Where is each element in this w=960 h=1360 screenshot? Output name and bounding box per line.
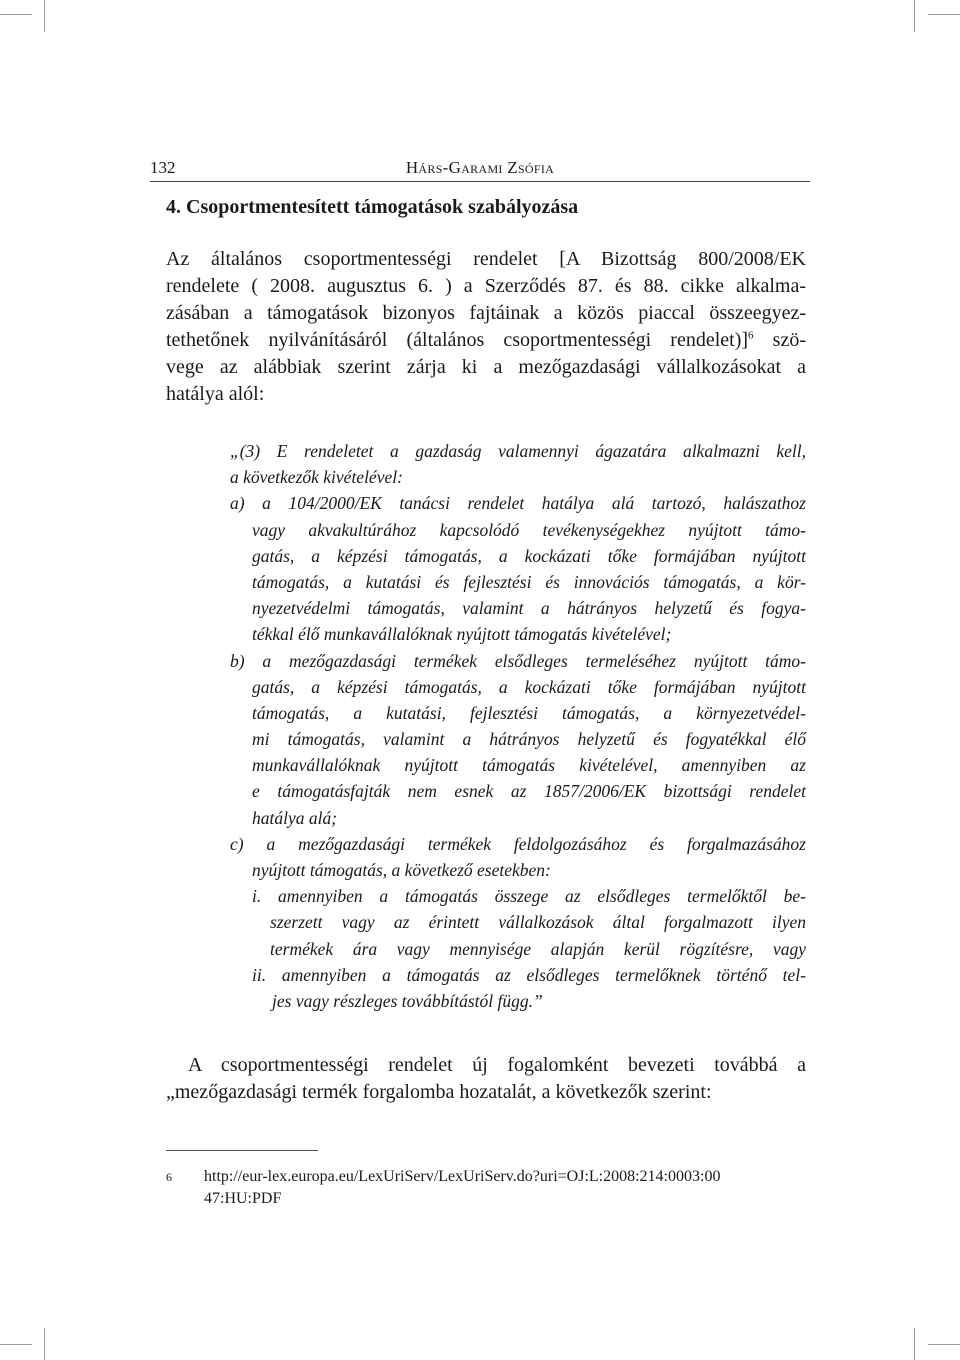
quote-line: a következők kivételével: [230, 467, 403, 488]
section-heading: 4. Csoportmentesített támogatások szabályozása [166, 196, 579, 218]
footnote-line: http://eur-lex.europa.eu/LexUriServ/LexUriServ.do?uri=OJ:L:2008:214:0003:00 [204, 1168, 721, 1185]
running-header [150, 158, 810, 182]
quote-line: tékkal élő munkavállalóknak nyújtott támogatás kivételével; [252, 624, 672, 645]
body-paragraph [166, 1052, 806, 1106]
quote-line: szerzett vagy az érintett vállalkozások által forgalmazott ilyen [270, 912, 806, 933]
crop-mark [914, 1328, 915, 1360]
quote-line: ii. amennyiben a támogatás az elsődleges termelőknek történő tel- [252, 964, 806, 985]
text-line: rendelete ( 2008. augusztus 6. ) a Szerződés 87. és 88. cikke alkalma- [166, 275, 806, 297]
crop-mark [928, 1344, 960, 1345]
quote-line: „(3) E rendeletet a gazdaság valamennyi ágazatára alkalmazni kell, [230, 441, 806, 461]
quote-line: támogatás, a kutatási, fejlesztési támogatás, a környezetvédel- [252, 702, 806, 723]
body-paragraph [166, 246, 806, 408]
footnote-reference: 6 [748, 329, 754, 342]
footnote-mark: 6 [166, 1170, 172, 1184]
text-line: zásában a támogatások bizonyos fajtáinak a közös piaccal összeegyez- [166, 302, 806, 324]
text-line: vege az alábbiak szerint zárja ki a mezőgazdasági vállalkozásokat a [166, 356, 806, 378]
quote-line: e támogatásfajták nem esnek az 1857/2006/EK bizottsági rendelet [252, 781, 806, 802]
quote-line: a) a 104/2000/EK tanácsi rendelet hatálya alá tartozó, halászathoz [230, 493, 806, 514]
quote-line: c) a mezőgazdasági termékek feldolgozásához és forgalmazásához [230, 833, 806, 854]
text-line: „mezőgazdasági termék forgalomba hozatalát, a következők szerint: [166, 1081, 712, 1103]
quote-line: nyezetvédelmi támogatás, valamint a hátrányos helyzetű és fogya- [252, 598, 806, 619]
quote-line: i. amennyiben a támogatás összege az elsődleges termelőktől be- [252, 886, 806, 907]
crop-mark [44, 1328, 45, 1360]
quote-line: hatálya alá; [252, 807, 338, 828]
crop-mark [44, 0, 45, 32]
crop-mark [0, 1344, 32, 1345]
block-quote [230, 438, 806, 1014]
quote-line: vagy akvakultúrához kapcsolódó tevékenységekhez nyújtott támo- [252, 519, 806, 540]
text-line: Az általános csoportmentességi rendelet [A Bizottság 800/2008/EK [166, 248, 806, 270]
header-divider [150, 181, 810, 182]
quote-line: gatás, a képzési támogatás, a kockázati tőke formájában nyújtott [252, 676, 806, 697]
crop-mark [0, 14, 32, 15]
page-number: 132 [150, 158, 176, 177]
footnote-divider [166, 1150, 318, 1151]
quote-line: munkavállalóknak nyújtott támogatás kivételével, amennyiben az [252, 755, 806, 776]
text-segment: tethetőnek nyilvánításáról (általános csoportmentességi rendelet)] [166, 329, 749, 351]
footnote-url[interactable] [204, 1166, 806, 1210]
crop-mark [928, 14, 960, 15]
text-line: hatálya alól: [166, 383, 265, 405]
quote-line: támogatás, a kutatási és fejlesztési és innovációs támogatás, a kör- [252, 571, 806, 592]
quote-line: jes vagy részleges továbbítástól függ.” [272, 990, 543, 1011]
quote-line: b) a mezőgazdasági termékek elsődleges termeléséhez nyújtott támo- [230, 650, 806, 671]
crop-mark [914, 0, 915, 32]
text-line [166, 327, 806, 354]
text-segment: szö- [753, 329, 806, 351]
quote-line: mi támogatás, valamint a hátrányos helyzetű és fogyatékkal élő [252, 729, 806, 750]
quote-line: gatás, a képzési támogatás, a kockázati tőke formájában nyújtott [252, 545, 806, 566]
footnote-line: 47:HU:PDF [204, 1190, 282, 1207]
running-header-author: Hárs-Garami Zsófia [405, 158, 555, 177]
quote-line: termékek ára vagy mennyisége alapján kerül rögzítésre, vagy [270, 938, 806, 959]
quote-line: nyújtott támogatás, a következő esetekben: [252, 860, 551, 880]
text-line: A csoportmentességi rendelet új fogalomként bevezeti továbbá a [188, 1054, 806, 1076]
